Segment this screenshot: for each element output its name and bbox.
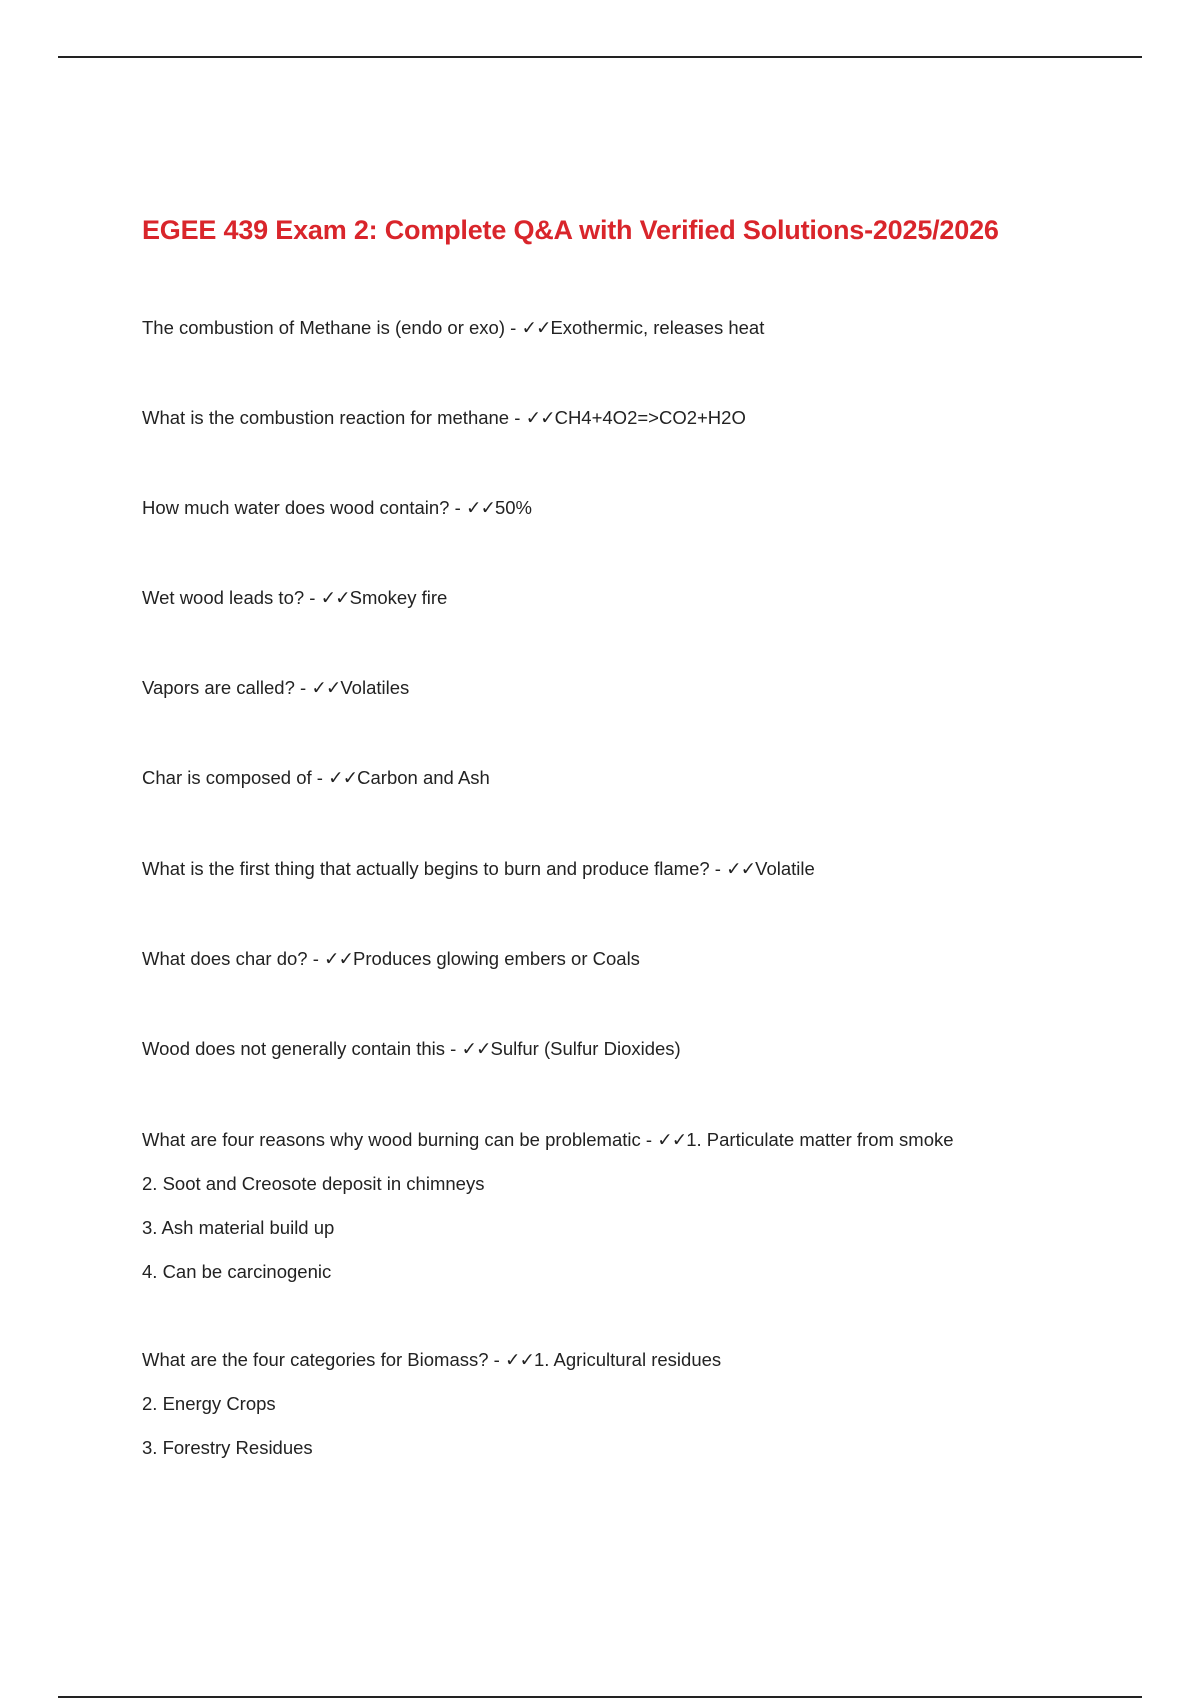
answer-text: Exothermic, releases heat (550, 317, 765, 338)
answer-continuation: 3. Ash material build up (142, 1217, 335, 1238)
check-mark-icon: ✓✓ (657, 1129, 687, 1150)
qa-item (142, 766, 490, 790)
answer-text: 1. Agricultural residues (534, 1349, 722, 1370)
answer-text: Volatiles (340, 677, 410, 698)
qa-item (142, 496, 532, 520)
answer-text: CH4+4O2=>CO2+H2O (554, 407, 746, 428)
check-mark-icon: ✓✓ (311, 677, 341, 698)
separator: - (304, 587, 321, 608)
check-mark-icon: ✓✓ (521, 317, 551, 338)
check-mark-icon: ✓✓ (320, 587, 350, 608)
qa-item (142, 1348, 721, 1372)
question-text: How much water does wood contain? (142, 497, 450, 518)
qa-item (142, 857, 815, 881)
answer-continuation: 3. Forestry Residues (142, 1437, 313, 1458)
answer-text: 1. Particulate matter from smoke (686, 1129, 954, 1150)
separator: - (709, 858, 727, 879)
qa-item (142, 1128, 954, 1152)
answer-continuation: 2. Soot and Creosote deposit in chimneys (142, 1173, 485, 1194)
question-text: The combustion of Methane is (endo or exo) (142, 317, 505, 338)
check-mark-icon: ✓✓ (525, 407, 555, 428)
check-mark-icon: ✓✓ (328, 767, 358, 788)
separator: - (449, 497, 466, 518)
answer-continuation: 2. Energy Crops (142, 1393, 276, 1414)
question-text: What is the combustion reaction for methane (142, 407, 510, 428)
answer-text: Sulfur (Sulfur Dioxides) (490, 1038, 681, 1059)
separator: - (509, 407, 526, 428)
question-text: What are four reasons why wood burning can be problematic (142, 1129, 641, 1150)
document-title: EGEE 439 Exam 2: Complete Q&A with Verified Solutions-2025/2026 (142, 215, 999, 245)
qa-item (142, 316, 764, 340)
answer-text: 50% (494, 497, 532, 518)
answer-text: Produces glowing embers or Coals (353, 948, 640, 969)
answer-continuation: 4. Can be carcinogenic (142, 1261, 332, 1282)
qa-item (142, 676, 409, 700)
answer-text: Smokey fire (349, 587, 448, 608)
separator: - (294, 677, 312, 698)
question-text: Char is composed of (142, 767, 312, 788)
separator: - (505, 317, 522, 338)
question-text: What is the first thing that actually begins to burn and produce flame? (142, 858, 710, 879)
separator: - (307, 948, 325, 969)
question-text: Vapors are called? (142, 677, 295, 698)
separator: - (311, 767, 329, 788)
question-text: What are the four categories for Biomass? (142, 1349, 489, 1370)
qa-item (142, 1037, 681, 1061)
answer-text: Volatile (755, 858, 815, 879)
qa-item (142, 586, 447, 610)
check-mark-icon: ✓✓ (726, 858, 756, 879)
check-mark-icon: ✓✓ (324, 948, 354, 969)
separator: - (488, 1349, 505, 1370)
qa-item (142, 947, 640, 971)
question-text: Wet wood leads to? (142, 587, 305, 608)
header-rule (58, 56, 1142, 58)
footer-rule (58, 1696, 1142, 1698)
question-text: Wood does not generally contain this (142, 1038, 446, 1059)
check-mark-icon: ✓✓ (465, 497, 495, 518)
qa-item (142, 406, 746, 430)
question-text: What does char do? (142, 948, 308, 969)
separator: - (640, 1129, 658, 1150)
check-mark-icon: ✓✓ (461, 1038, 491, 1059)
answer-text: Carbon and Ash (357, 767, 490, 788)
separator: - (445, 1038, 462, 1059)
check-mark-icon: ✓✓ (504, 1349, 534, 1370)
